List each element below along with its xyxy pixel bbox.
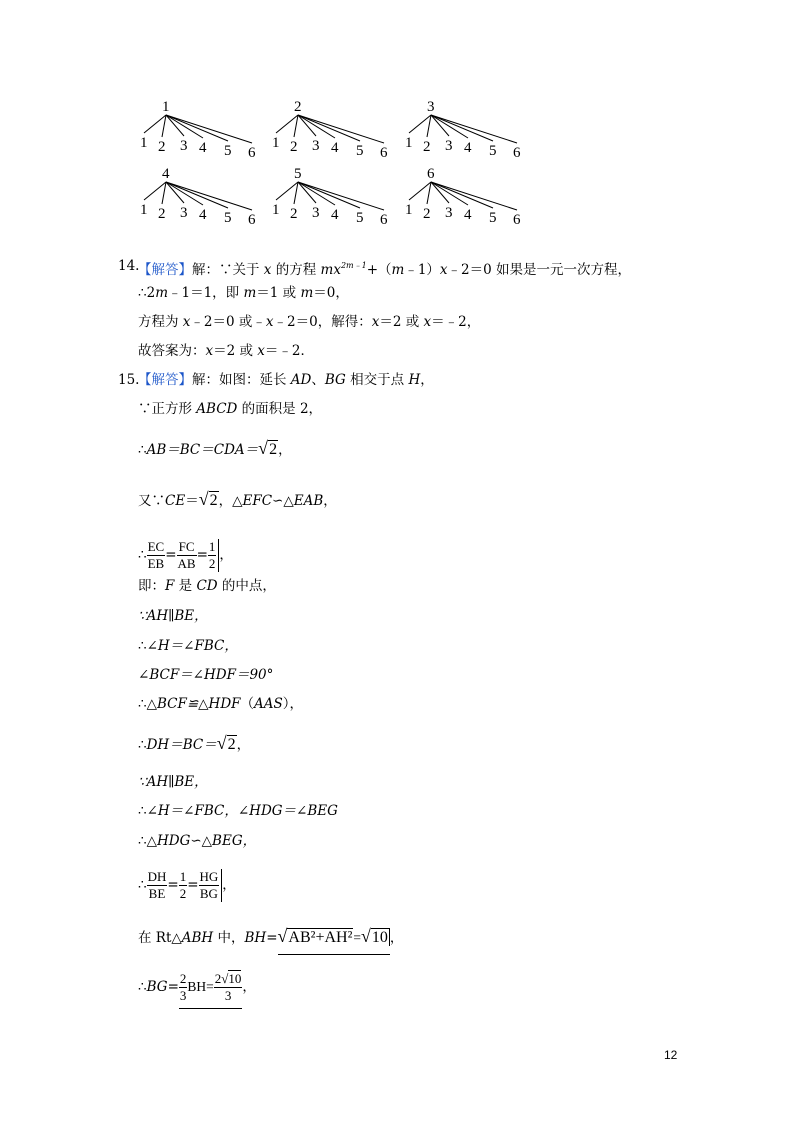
q15-line-5: ∴ $\frac{EC}{EB}$ = $\frac{FC}{AB}$ = $\frac{1}{2}$ ，	[138, 539, 233, 571]
tree-leaf-label: 1	[272, 202, 280, 218]
tree-leaf-label: 3	[180, 205, 188, 221]
tree-leaf-label: 2	[423, 139, 431, 155]
fraction-2sqrt10-3: $\frac{2√10}{3}$	[214, 971, 242, 1003]
tree-leaf-label: 4	[331, 207, 339, 223]
tree-leaf-label: 5	[356, 143, 364, 159]
q15-line-9: ∠BCF＝∠HDF＝90°	[138, 667, 274, 683]
answer-tag: 【解答】	[138, 262, 192, 278]
q15-line-6: 即：F 是 CD 的中点，	[138, 578, 276, 594]
q15-line-4: 又∵CE＝√2，△EFC∽△EAB，	[138, 489, 337, 509]
fraction-ec-eb: $\frac{EC}{EB}$	[147, 539, 165, 571]
tree-leaf-label: 6	[513, 212, 521, 228]
tree-root-label: 5	[294, 166, 302, 182]
tree-leaf-label: 2	[290, 206, 298, 222]
q15-number: 15.	[118, 372, 140, 388]
tree-leaf-label: 6	[248, 212, 256, 228]
tree-branch	[166, 182, 252, 210]
tree-leaf-label: 3	[312, 205, 320, 221]
fraction-1-2: $\frac{1}{2}$	[208, 539, 220, 572]
fraction-2-3: $\frac{2}{3}$	[179, 971, 187, 1003]
q14-line-1: 【解答】解：∵关于 x 的方程 $mx^{2m﹣1}+(m﹣1)x﹣2=0$ 如果是一元一次方程，	[138, 261, 632, 278]
tree-branch	[298, 182, 360, 208]
fraction-hg-bg: $\frac{HG}{BG}$	[199, 869, 223, 902]
tree-branch	[166, 115, 228, 141]
q15-line-11: ∴DH＝BC＝√2，	[138, 733, 251, 753]
tree-leaf-label: 2	[423, 206, 431, 222]
tree-branch	[431, 115, 517, 143]
tree-branch	[431, 182, 517, 210]
tree-root-label: 2	[294, 99, 302, 115]
tree-root-label: 3	[427, 99, 435, 115]
q15-line-16: 在 Rt△ABH 中，BH=√AB²+AH²=√10 ，	[138, 922, 403, 955]
tree-leaf-label: 4	[199, 207, 207, 223]
tree-branch	[144, 182, 166, 200]
q14-line-3: 方程为 x﹣2＝0 或﹣x﹣2＝0，解得：x＝2 或 x＝﹣2，	[138, 314, 481, 330]
tree-branch	[431, 115, 493, 141]
tree-leaf-label: 5	[489, 143, 497, 159]
tree-branch	[144, 115, 166, 133]
tree-leaf-label: 2	[158, 139, 166, 155]
tree-root-label: 1	[162, 99, 170, 115]
sqrt-ab2-ah2: √AB²+AH²=√10	[278, 922, 390, 955]
expression-bg: $\frac{2}{3}$ BH= $\frac{2√10}{3}$	[179, 968, 243, 1009]
tree-leaf-label: 1	[140, 202, 148, 218]
tree-branch	[298, 115, 335, 138]
tree-leaf-label: 5	[224, 210, 232, 226]
tree-root-label: 6	[427, 166, 435, 182]
q14-number: 14.	[118, 258, 140, 274]
tree-leaf-label: 3	[312, 138, 320, 154]
tree-branch	[166, 115, 252, 143]
tree-leaf-label: 2	[290, 139, 298, 155]
tree-branch	[431, 115, 468, 138]
fraction-1-2: $\frac{1}{2}$	[179, 869, 187, 901]
tree-branch	[166, 115, 203, 138]
tree-leaf-label: 4	[331, 140, 339, 156]
tree-branch	[431, 182, 493, 208]
tree-branch	[298, 182, 335, 205]
tree-branch	[276, 182, 298, 200]
tree-branch	[276, 115, 298, 133]
q15-line-3: ∴AB＝BC＝CDA＝√2，	[138, 438, 292, 458]
sqrt-2: √2	[258, 438, 278, 458]
q14-line-2: ∴2m﹣1＝1，即 m＝1 或 m＝0，	[138, 285, 349, 301]
tree-leaf-label: 1	[272, 135, 280, 151]
q15-line-8: ∴∠H＝∠FBC，	[138, 638, 238, 654]
tree-leaf-label: 5	[489, 210, 497, 226]
sqrt-2: √2	[216, 733, 236, 753]
tree-branch	[166, 182, 228, 208]
q15-line-17: ∴BG= $\frac{2}{3}$ BH= $\frac{2√10}{3}$ ，	[138, 968, 256, 1009]
q15-line-10: ∴△BCF≌△HDF（AAS），	[138, 696, 304, 712]
q15-line-13: ∴∠H＝∠FBC，∠HDG＝∠BEG	[138, 803, 338, 819]
answer-tag: 【解答】	[138, 372, 192, 388]
page-number: 12	[664, 1048, 678, 1062]
tree-leaf-label: 4	[464, 207, 472, 223]
tree-leaf-label: 3	[445, 205, 453, 221]
tree-branch	[298, 182, 384, 210]
tree-leaf-label: 5	[224, 143, 232, 159]
q15-line-7: ∵AH∥BE，	[138, 608, 208, 624]
q14-line-4: 故答案为：x＝2 或 x＝﹣2．	[138, 343, 315, 359]
q15-line-12: ∵AH∥BE，	[138, 774, 208, 790]
tree-leaf-label: 6	[380, 145, 388, 161]
q15-line-14: ∴△HDG∽△BEG，	[138, 833, 257, 849]
tree-leaf-label: 4	[464, 140, 472, 156]
tree-branch	[431, 182, 468, 205]
tree-leaf-label: 1	[405, 135, 413, 151]
sqrt-2: √2	[198, 489, 218, 509]
tree-leaf-label: 4	[199, 140, 207, 156]
q15-line-15: ∴ $\frac{DH}{BE}$ = $\frac{1}{2}$ = $\frac{HG}{BG}$ ，	[138, 869, 236, 901]
q15-line-2: ∵正方形 ABCD 的面积是 2，	[138, 401, 323, 417]
tree-leaf-label: 1	[140, 135, 148, 151]
tree-diagrams	[0, 0, 800, 240]
tree-leaf-label: 6	[380, 212, 388, 228]
tree-leaf-label: 1	[405, 202, 413, 218]
tree-branch	[298, 115, 360, 141]
tree-leaf-label: 3	[180, 138, 188, 154]
tree-leaf-label: 6	[513, 145, 521, 161]
fraction-dh-be: $\frac{DH}{BE}$	[147, 869, 167, 901]
tree-leaf-label: 2	[158, 206, 166, 222]
tree-branch	[409, 115, 431, 133]
q15-line-1: 【解答】解：如图：延长 AD、BG 相交于点 H，	[138, 372, 434, 388]
fraction-fc-ab: $\frac{FC}{AB}$	[177, 539, 196, 571]
tree-leaf-label: 5	[356, 210, 364, 226]
tree-branch	[298, 115, 384, 143]
tree-leaf-label: 3	[445, 138, 453, 154]
tree-root-label: 4	[162, 166, 170, 182]
tree-leaf-label: 6	[248, 145, 256, 161]
tree-branch	[409, 182, 431, 200]
tree-branch	[166, 182, 203, 205]
